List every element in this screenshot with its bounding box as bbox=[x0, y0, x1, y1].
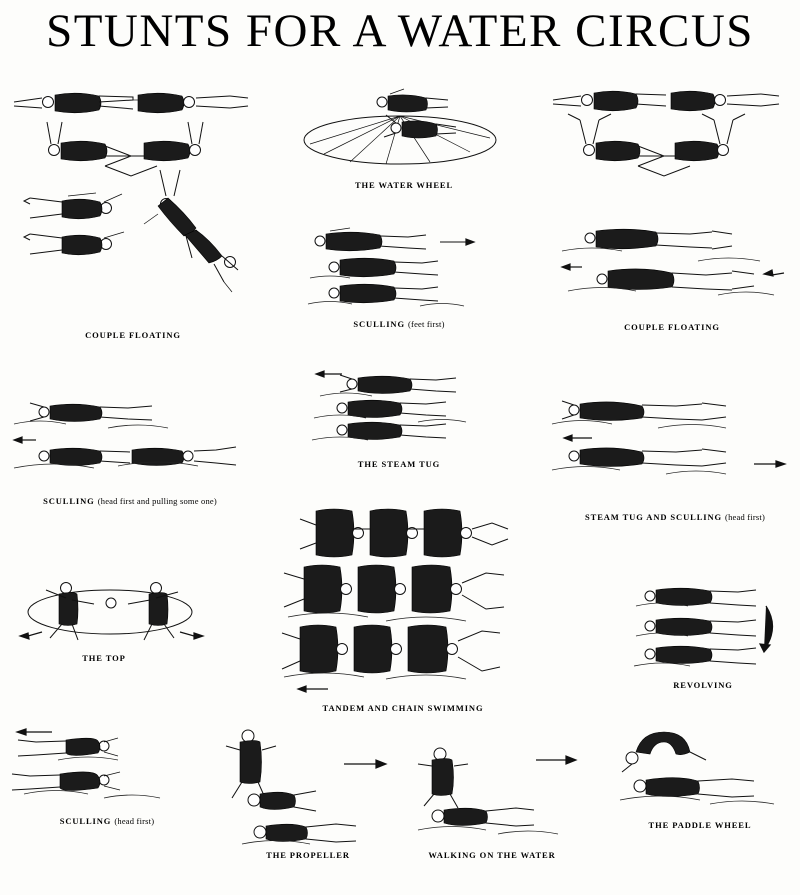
caption-the-water-wheel: THE WATER WHEEL bbox=[354, 180, 454, 190]
figure-the-top bbox=[12, 570, 212, 650]
caption-the-paddle-wheel: THE PADDLE WHEEL bbox=[648, 820, 752, 830]
figure-steam-tug-and-sculling bbox=[548, 392, 798, 487]
figure-tandem-and-chain-swimming bbox=[266, 505, 526, 700]
caption-couple-floating-right: COUPLE FLOATING bbox=[624, 322, 720, 332]
figure-revolving bbox=[630, 582, 790, 672]
caption-sculling-head-first: SCULLING (head first) bbox=[59, 816, 155, 826]
caption-the-propeller: THE PROPELLER bbox=[266, 850, 350, 860]
figure-couple-floating-left bbox=[8, 84, 268, 314]
page-title: STUNTS FOR A WATER CIRCUS bbox=[46, 5, 754, 57]
figure-the-steam-tug bbox=[300, 366, 490, 451]
figure-couple-floating-right-lower bbox=[548, 225, 798, 315]
caption-sculling-head-first-pulling: SCULLING (head first and pulling some one) bbox=[43, 496, 217, 506]
caption-tandem-and-chain-swimming: TANDEM AND CHAIN SWIMMING bbox=[322, 703, 484, 713]
figure-sculling-head-first-pulling bbox=[8, 394, 248, 484]
figure-sculling-feet-first bbox=[300, 228, 490, 313]
figure-walking-on-the-water bbox=[402, 732, 582, 852]
caption-the-top: THE TOP bbox=[82, 653, 126, 663]
caption-steam-tug-and-sculling: STEAM TUG AND SCULLING (head first) bbox=[585, 512, 765, 522]
caption-walking-on-the-water: WALKING ON THE WATER bbox=[428, 850, 556, 860]
caption-sculling-feet-first: SCULLING (feet first) bbox=[353, 319, 445, 329]
caption-the-steam-tug: THE STEAM TUG bbox=[357, 459, 441, 469]
caption-couple-floating-left: COUPLE FLOATING bbox=[85, 330, 181, 340]
figure-the-water-wheel bbox=[300, 88, 510, 173]
figure-the-paddle-wheel bbox=[600, 730, 790, 810]
figure-sculling-head-first bbox=[8, 718, 208, 808]
figure-couple-floating-right bbox=[545, 84, 795, 204]
figure-the-propeller bbox=[214, 722, 384, 852]
caption-revolving: REVOLVING bbox=[673, 680, 733, 690]
